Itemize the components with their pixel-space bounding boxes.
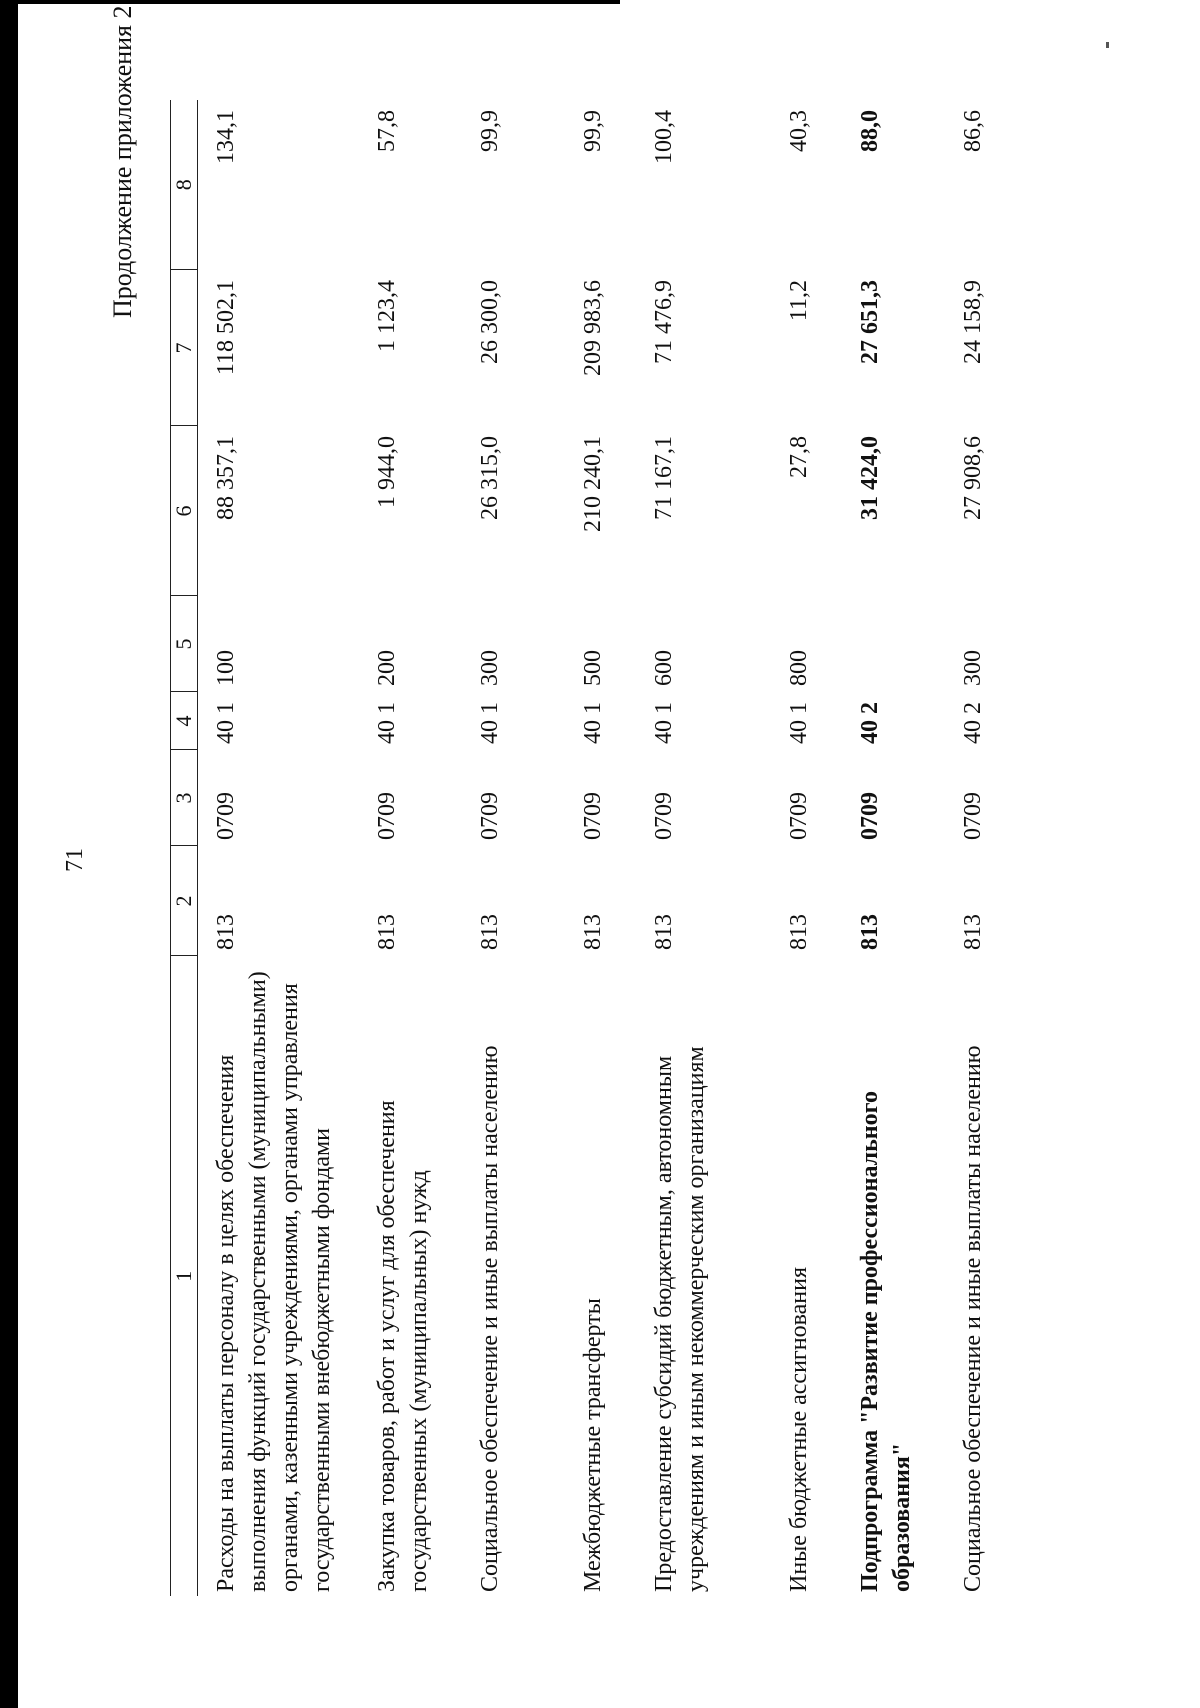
row-col-4: 40 1 <box>477 702 503 744</box>
row-col-5: 300 <box>477 650 503 686</box>
table-row <box>359 100 462 1596</box>
row-col-2: 813 <box>374 914 400 950</box>
row-col-6: 210 240,1 <box>580 436 606 532</box>
appendix-caption: Продолжение приложения 2 <box>108 5 137 318</box>
row-col-2: 813 <box>651 914 677 950</box>
row-name: Межбюджетные трансферты <box>580 1298 606 1592</box>
page-number: 71 <box>62 848 88 872</box>
row-col-7: 11,2 <box>786 280 812 322</box>
row-col-4: 40 1 <box>580 702 606 744</box>
row-col-6: 27 908,6 <box>960 436 986 520</box>
row-col-3: 0709 <box>374 792 400 840</box>
row-col-3: 0709 <box>857 792 883 840</box>
row-col-5 <box>842 596 945 692</box>
row-col-7: 209 983,6 <box>580 280 606 376</box>
table-row <box>945 100 1048 1596</box>
row-col-4: 40 1 <box>786 702 812 744</box>
row-col-3: 0709 <box>960 792 986 840</box>
row-col-5: 600 <box>651 650 677 686</box>
row-name: Подпрограмма "Развитие профессионального образования" <box>857 1091 915 1592</box>
row-col-5: 300 <box>960 650 986 686</box>
row-col-3: 0709 <box>651 792 677 840</box>
row-col-3: 0709 <box>477 792 503 840</box>
col-header-3: 3 <box>171 750 198 846</box>
row-col-4: 40 1 <box>374 702 400 744</box>
row-col-4: 40 1 <box>651 702 677 744</box>
row-col-2: 813 <box>960 914 986 950</box>
row-col-5: 200 <box>374 650 400 686</box>
row-col-8: 134,1 <box>213 110 239 164</box>
row-name: Иные бюджетные ассигнования <box>786 1267 812 1592</box>
budget-table <box>170 100 1048 1596</box>
row-col-2: 813 <box>580 914 606 950</box>
col-header-7: 7 <box>171 270 198 426</box>
row-col-3: 0709 <box>786 792 812 840</box>
row-col-2: 813 <box>786 914 812 950</box>
row-col-6: 31 424,0 <box>857 436 883 520</box>
col-header-5: 5 <box>171 596 198 692</box>
col-header-4: 4 <box>171 692 198 750</box>
row-col-6: 27,8 <box>786 436 812 478</box>
row-name: Закупка товаров, работ и услуг для обеспечения государственных (муниципальных) нужд <box>374 1100 432 1592</box>
row-col-7: 24 158,9 <box>960 280 986 364</box>
table-row-subprogram <box>842 100 945 1596</box>
row-col-7: 118 502,1 <box>213 280 239 376</box>
row-name: Предоставление субсидий бюджетным, автономным учреждениям и иным некоммерческим организациям <box>651 1046 709 1592</box>
row-col-5: 800 <box>786 650 812 686</box>
col-header-1: 1 <box>171 956 198 1596</box>
row-col-7: 1 123,4 <box>374 280 400 352</box>
row-col-7: 27 651,3 <box>857 280 883 364</box>
row-col-8: 99,9 <box>580 110 606 152</box>
row-col-2: 813 <box>477 914 503 950</box>
row-col-8: 88,0 <box>857 110 883 152</box>
row-col-6: 71 167,1 <box>651 436 677 520</box>
row-col-2: 813 <box>857 914 883 950</box>
row-col-8: 57,8 <box>374 110 400 152</box>
col-header-8: 8 <box>171 100 198 270</box>
table-row <box>636 100 771 1596</box>
row-col-3: 0709 <box>580 792 606 840</box>
row-col-5: 500 <box>580 650 606 686</box>
row-col-8: 40,3 <box>786 110 812 152</box>
col-header-6: 6 <box>171 426 198 596</box>
row-col-6: 1 944,0 <box>374 436 400 508</box>
row-col-7: 26 300,0 <box>477 280 503 364</box>
row-col-8: 99,9 <box>477 110 503 152</box>
row-col-4: 40 2 <box>857 702 883 744</box>
row-col-7: 71 476,9 <box>651 280 677 364</box>
row-col-8: 100,4 <box>651 110 677 164</box>
row-col-4: 40 2 <box>960 702 986 744</box>
table-row <box>565 100 636 1596</box>
row-col-6: 26 315,0 <box>477 436 503 520</box>
table-row <box>462 100 565 1596</box>
row-col-8: 86,6 <box>960 110 986 152</box>
row-name: Социальное обеспечение и иные выплаты населению <box>960 1045 986 1592</box>
table-header-row <box>171 100 198 1596</box>
row-col-5: 100 <box>213 650 239 686</box>
row-col-3: 0709 <box>213 792 239 840</box>
table-row <box>771 100 842 1596</box>
row-name: Расходы на выплаты персоналу в целях обеспечения выполнения функций государственными (муниципальными) органами, казенными учреждениями, органами управления государственными внебюджетными фондами <box>213 971 335 1592</box>
row-col-6: 88 357,1 <box>213 436 239 520</box>
col-header-2: 2 <box>171 846 198 956</box>
row-col-4: 40 1 <box>213 702 239 744</box>
row-name: Социальное обеспечение и иные выплаты населению <box>477 1045 503 1592</box>
table-row <box>198 100 360 1596</box>
row-col-2: 813 <box>213 914 239 950</box>
